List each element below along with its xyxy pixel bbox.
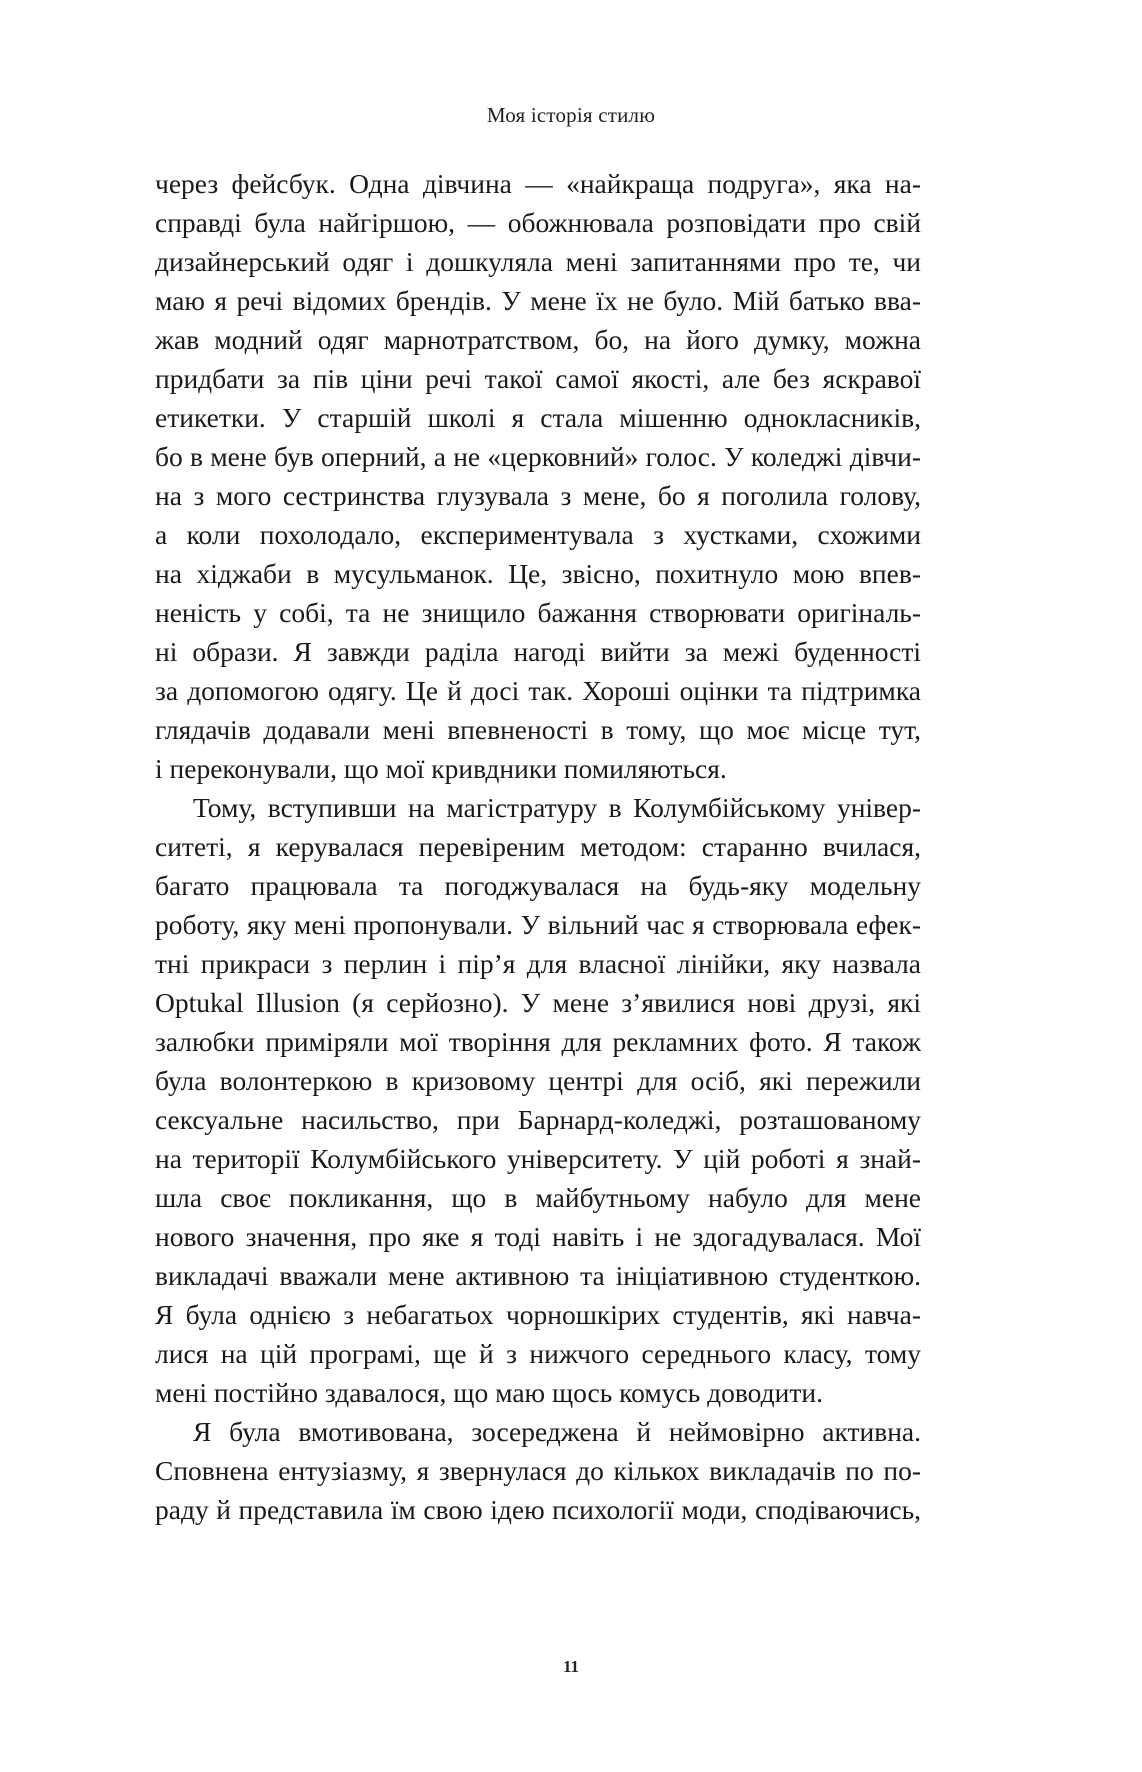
text-line: придбати за пів ціни речі такої самої якості, але без яскравої — [155, 363, 921, 394]
text-line: на з мого сестринства глузувала з мене, бо я поголила голову, — [155, 480, 921, 511]
text-line: маю я речі відомих брендів. У мене їх не було. Мій батько вва- — [155, 285, 921, 316]
text-line: сексуальне насильство, при Барнард-коледжі, розташованому — [155, 1104, 921, 1135]
text-line: за допомогою одягу. Це й досі так. Хороші оцінки та підтримка — [155, 675, 921, 706]
text-line: бо в мене був оперний, а не «церковний» голос. У коледжі дівчи- — [155, 441, 921, 472]
text-line: через фейсбук. Одна дівчина — «найкраща подруга», яка на- — [155, 168, 921, 199]
text-line: багато працювала та погоджувалася на будь-яку модельну — [155, 870, 921, 901]
text-line: роботу, яку мені пропонували. У вільний час я створювала ефек- — [155, 909, 921, 940]
text-line: лися на цій програмі, ще й з нижчого середнього класу, тому — [155, 1338, 921, 1369]
text-line: дизайнерський одяг і дошкуляла мені запитаннями про те, чи — [155, 246, 921, 277]
text-line: на території Колумбійського університету. У цій роботі я знай- — [155, 1143, 921, 1174]
text-line: ні образи. Я завжди раділа нагоді вийти за межі буденності — [155, 636, 921, 667]
paragraph-first-line: Тому, вступивши на магістратуру в Колумбійському універ- — [193, 792, 921, 823]
text-line: раду й представила їм свою ідею психології моди, сподіваючись, — [155, 1494, 921, 1525]
text-line: справді була найгіршою, — обожнювала розповідати про свій — [155, 207, 921, 238]
text-line: шла своє покликання, що в майбутньому набуло для мене — [155, 1182, 921, 1213]
text-line: викладачі вважали мене активною та ініціативною студенткою. — [155, 1260, 921, 1291]
text-line: глядачів додавали мені впевненості в тому, що моє місце тут, — [155, 714, 921, 745]
text-line: неність у собі, та не знищило бажання створювати оригіналь- — [155, 597, 921, 628]
text-line: Я була однією з небагатьох чорношкірих студентів, які навча- — [155, 1299, 921, 1330]
text-line: була волонтеркою в кризовому центрі для осіб, які пережили — [155, 1065, 921, 1096]
text-line: на хіджаби в мусульманок. Це, звісно, похитнуло мою впев- — [155, 558, 921, 589]
text-line: нового значення, про яке я тоді навіть і не здогадувалася. Мої — [155, 1221, 921, 1252]
page-number: 11 — [562, 1657, 580, 1676]
text-line: і переконували, що мої кривдники помиляються. — [155, 753, 727, 784]
text-line: тні прикраси з перлин і пір’я для власної лінійки, яку назвала — [155, 948, 921, 979]
body-text — [155, 164, 921, 1529]
text-line: ситеті, я керувалася перевіреним методом: старанно вчилася, — [155, 831, 921, 862]
paragraph-first-line: Я була вмотивована, зосереджена й неймовірно активна. — [193, 1416, 921, 1447]
text-line: мені постійно здавалося, що маю щось комусь доводити. — [155, 1377, 823, 1408]
text-line: Optukal Illusion (я серйозно). У мене з’явилися нові друзі, які — [155, 987, 921, 1018]
text-line: Сповнена ентузіазму, я звернулася до кількох викладачів по по- — [155, 1455, 921, 1486]
text-line: етикетки. У старшій школі я стала мішенню однокласників, — [155, 402, 921, 433]
text-line: жав модний одяг марнотратством, бо, на його думку, можна — [155, 324, 921, 355]
running-header: Моя історія стилю — [486, 103, 656, 127]
text-line: залюбки приміряли мої творіння для рекламних фото. Я також — [155, 1026, 921, 1057]
text-line: а коли похолодало, експериментувала з хустками, схожими — [155, 519, 921, 550]
